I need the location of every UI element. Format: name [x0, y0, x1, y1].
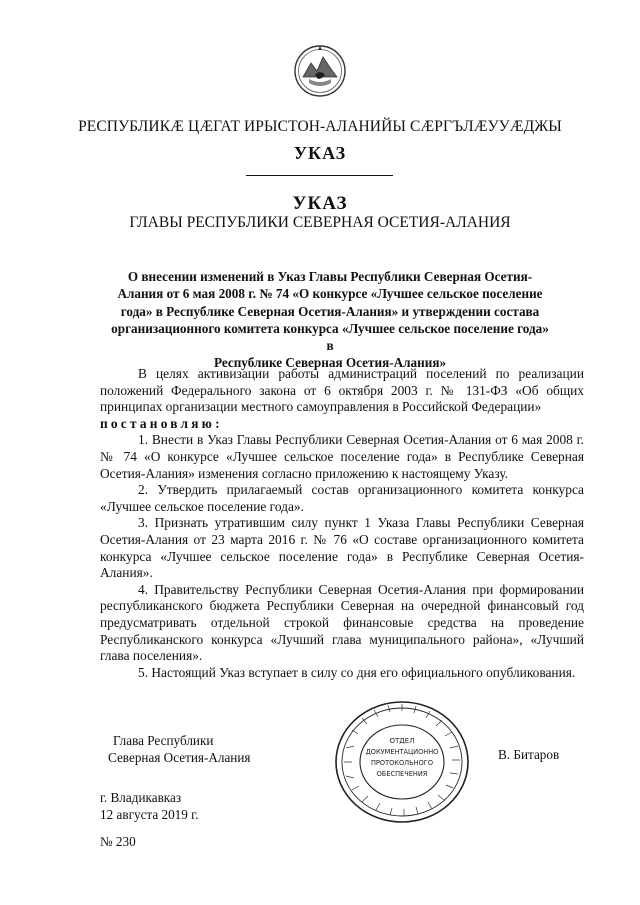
decree-word — [100, 416, 584, 433]
city: г. Владикавказ — [100, 790, 182, 805]
stamp-text: ПРОТОКОЛЬНОГО — [370, 759, 434, 767]
decree-body — [100, 366, 584, 681]
paragraph-2: 2. Утвердить прилагаемый состав организационного комитета конкурса «Лучшее сельское поселение года». — [100, 482, 584, 514]
signatory-position-line: Северная Осетия-Алания — [108, 749, 251, 765]
header-divider — [246, 175, 393, 176]
stamp-text: ОБЕСПЕЧЕНИЯ — [376, 770, 428, 778]
intro-paragraph: В целях активизации работы администраций поселений по реализации положений Федерального закона от 6 октября 2003 г. № 131-ФЗ «Об общих принципах организации местного самоуправления в Российской Федерации» — [100, 366, 584, 415]
ukaz-top-heading: УКАЗ — [293, 143, 347, 163]
paragraph-1: 1. Внести в Указ Главы Республики Северная Осетия-Алания от 6 мая 2008 г. № 74 «О конкурсе «Лучшее сельское поселение года» в Республике Северная Осетия-Алания» изменения согласно приложению к настоящему Указу. — [100, 432, 584, 481]
subject-line: Алания от 6 мая 2008 г. № 74 «О конкурсе «Лучшее сельское поселение — [117, 286, 543, 302]
republic-title: РЕСПУБЛИКӔ ЦӔГАТ ИРЫСТОН-АЛАНИЙЫ СӔРГЪЛӔУУӔДЖЫ — [78, 118, 562, 135]
stamp-text: ОТДЕЛ — [389, 737, 415, 745]
date: 12 августа 2019 г. — [100, 806, 199, 822]
subject-line: Республике Северная Осетия-Алания» — [213, 355, 447, 371]
subject-line: О внесении изменений в Указ Главы Республики Северная Осетия- — [127, 269, 533, 284]
decree-word-text: постановляю: — [100, 415, 223, 431]
paragraph-3: 3. Признать утратившим силу пункт 1 Указа Главы Республики Северная Осетия-Алания от 23 марта 2016 г. № 76 «О составе организационного комитета конкурса «Лучшее сельское поселение года» в Республике Северная Осетия-Алания». — [100, 515, 584, 581]
place-and-date — [100, 790, 198, 823]
signatory-name: В. Битаров — [498, 747, 560, 762]
paragraph-4: 4. Правительству Республики Северная Осетия-Алания при формировании республиканского бюджета Республики Северная на очередной финансовый год предусматривать отдельной строкой финансовые средства на проведение Республиканского конкурса «Лучший глава муниципального района», «Лучший глава поселения». — [100, 581, 584, 664]
ukaz-main-heading: УКАЗ — [292, 193, 348, 214]
decree-number: № 230 — [100, 834, 136, 849]
decree-subject — [110, 268, 550, 372]
subject-line: организационного комитета конкурса «Лучшее сельское поселение года» в — [111, 320, 549, 354]
head-of-republic-title: ГЛАВЫ РЕСПУБЛИКИ СЕВЕРНАЯ ОСЕТИЯ-АЛАНИЯ — [129, 214, 511, 231]
signatory-position — [108, 733, 251, 766]
subject-line: года» в Республике Северная Осетия-Алания» и утверждении состава — [120, 303, 540, 319]
official-seal-stamp — [332, 698, 472, 826]
stamp-text: ДОКУМЕНТАЦИОННО — [365, 748, 439, 756]
signatory-position-line: Глава Республики — [113, 733, 214, 748]
paragraph-5: 5. Настоящий Указ вступает в силу со дня его официального опубликования. — [138, 664, 576, 680]
coat-of-arms-emblem — [293, 41, 347, 101]
